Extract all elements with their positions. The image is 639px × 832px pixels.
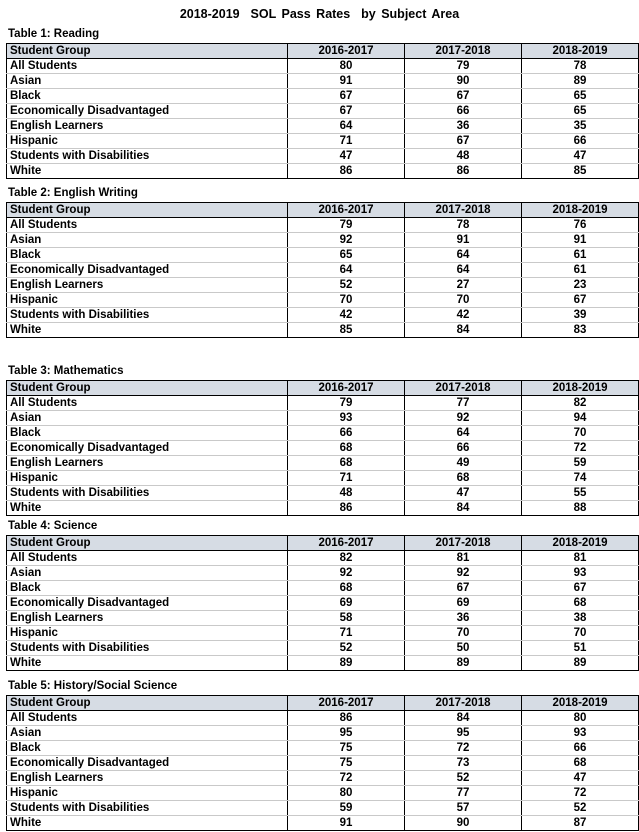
value-cell: 65 — [522, 104, 639, 119]
student-group-cell: Economically Disadvantaged — [7, 756, 288, 771]
value-cell: 95 — [405, 726, 522, 741]
student-group-cell: Hispanic — [7, 134, 288, 149]
student-group-cell: White — [7, 323, 288, 338]
table-header-row — [7, 203, 639, 218]
table-row — [7, 771, 639, 786]
value-cell: 83 — [522, 323, 639, 338]
value-cell: 93 — [522, 726, 639, 741]
table-row — [7, 626, 639, 641]
value-cell: 87 — [522, 816, 639, 831]
column-header: Student Group — [7, 44, 288, 59]
table-header-row — [7, 381, 639, 396]
value-cell: 68 — [522, 596, 639, 611]
value-cell: 92 — [288, 233, 405, 248]
value-cell: 66 — [522, 741, 639, 756]
student-group-cell: All Students — [7, 551, 288, 566]
table-row — [7, 411, 639, 426]
value-cell: 71 — [288, 471, 405, 486]
value-cell: 49 — [405, 456, 522, 471]
student-group-cell: Asian — [7, 74, 288, 89]
value-cell: 81 — [522, 551, 639, 566]
student-group-cell: Black — [7, 248, 288, 263]
value-cell: 68 — [288, 581, 405, 596]
table-header-row — [7, 696, 639, 711]
value-cell: 64 — [288, 119, 405, 134]
student-group-cell: Black — [7, 89, 288, 104]
value-cell: 86 — [288, 711, 405, 726]
student-group-cell: All Students — [7, 59, 288, 74]
value-cell: 52 — [288, 278, 405, 293]
value-cell: 89 — [405, 656, 522, 671]
column-header: 2017-2018 — [405, 536, 522, 551]
column-header: 2017-2018 — [405, 381, 522, 396]
value-cell: 71 — [288, 134, 405, 149]
value-cell: 80 — [288, 786, 405, 801]
column-header: 2016-2017 — [288, 44, 405, 59]
table-row — [7, 426, 639, 441]
value-cell: 61 — [522, 248, 639, 263]
table-row — [7, 218, 639, 233]
value-cell: 79 — [288, 396, 405, 411]
table-row — [7, 486, 639, 501]
value-cell: 88 — [522, 501, 639, 516]
value-cell: 85 — [522, 164, 639, 179]
value-cell: 85 — [288, 323, 405, 338]
table-row — [7, 456, 639, 471]
table-row — [7, 293, 639, 308]
table-row — [7, 786, 639, 801]
value-cell: 89 — [288, 656, 405, 671]
value-cell: 91 — [288, 816, 405, 831]
value-cell: 64 — [405, 263, 522, 278]
value-cell: 66 — [288, 426, 405, 441]
value-cell: 92 — [405, 411, 522, 426]
value-cell: 91 — [522, 233, 639, 248]
student-group-cell: Economically Disadvantaged — [7, 263, 288, 278]
value-cell: 66 — [405, 441, 522, 456]
student-group-cell: English Learners — [7, 456, 288, 471]
value-cell: 67 — [288, 104, 405, 119]
table-row — [7, 119, 639, 134]
value-cell: 70 — [405, 626, 522, 641]
student-group-cell: All Students — [7, 396, 288, 411]
column-header: Student Group — [7, 536, 288, 551]
student-group-cell: Students with Disabilities — [7, 486, 288, 501]
value-cell: 47 — [522, 149, 639, 164]
table-row — [7, 726, 639, 741]
value-cell: 91 — [288, 74, 405, 89]
column-header: 2018-2019 — [522, 381, 639, 396]
student-group-cell: Students with Disabilities — [7, 149, 288, 164]
table-history-social-science — [6, 695, 639, 831]
value-cell: 79 — [288, 218, 405, 233]
value-cell: 70 — [522, 426, 639, 441]
value-cell: 64 — [405, 426, 522, 441]
value-cell: 58 — [288, 611, 405, 626]
value-cell: 72 — [405, 741, 522, 756]
value-cell: 68 — [522, 756, 639, 771]
column-header: 2016-2017 — [288, 696, 405, 711]
table-science — [6, 535, 639, 671]
table-row — [7, 566, 639, 581]
value-cell: 51 — [522, 641, 639, 656]
student-group-cell: Students with Disabilities — [7, 641, 288, 656]
student-group-cell: White — [7, 501, 288, 516]
student-group-cell: White — [7, 656, 288, 671]
value-cell: 72 — [288, 771, 405, 786]
student-group-cell: White — [7, 164, 288, 179]
value-cell: 67 — [522, 293, 639, 308]
value-cell: 76 — [522, 218, 639, 233]
value-cell: 67 — [405, 134, 522, 149]
column-header: 2016-2017 — [288, 203, 405, 218]
value-cell: 71 — [288, 626, 405, 641]
value-cell: 59 — [288, 801, 405, 816]
value-cell: 73 — [405, 756, 522, 771]
value-cell: 47 — [522, 771, 639, 786]
value-cell: 66 — [522, 134, 639, 149]
student-group-cell: White — [7, 816, 288, 831]
table-caption-science: Table 4: Science — [8, 520, 98, 532]
student-group-cell: Hispanic — [7, 626, 288, 641]
column-header: 2016-2017 — [288, 381, 405, 396]
value-cell: 68 — [288, 456, 405, 471]
value-cell: 74 — [522, 471, 639, 486]
table-row — [7, 756, 639, 771]
table-caption-english-writing: Table 2: English Writing — [8, 187, 138, 199]
value-cell: 90 — [405, 816, 522, 831]
column-header: Student Group — [7, 381, 288, 396]
column-header: Student Group — [7, 696, 288, 711]
value-cell: 55 — [522, 486, 639, 501]
value-cell: 92 — [288, 566, 405, 581]
table-row — [7, 581, 639, 596]
value-cell: 27 — [405, 278, 522, 293]
student-group-cell: Black — [7, 426, 288, 441]
value-cell: 36 — [405, 119, 522, 134]
table-row — [7, 396, 639, 411]
column-header: 2016-2017 — [288, 536, 405, 551]
student-group-cell: Black — [7, 581, 288, 596]
value-cell: 38 — [522, 611, 639, 626]
student-group-cell: Asian — [7, 566, 288, 581]
value-cell: 48 — [288, 486, 405, 501]
value-cell: 70 — [522, 626, 639, 641]
student-group-cell: Asian — [7, 233, 288, 248]
table-row — [7, 278, 639, 293]
table-row — [7, 611, 639, 626]
value-cell: 80 — [522, 711, 639, 726]
value-cell: 68 — [288, 441, 405, 456]
table-row — [7, 323, 639, 338]
table-row — [7, 641, 639, 656]
column-header: 2017-2018 — [405, 696, 522, 711]
table-row — [7, 134, 639, 149]
table-row — [7, 471, 639, 486]
value-cell: 67 — [288, 89, 405, 104]
value-cell: 89 — [522, 656, 639, 671]
student-group-cell: Hispanic — [7, 293, 288, 308]
value-cell: 52 — [288, 641, 405, 656]
table-row — [7, 89, 639, 104]
value-cell: 78 — [522, 59, 639, 74]
student-group-cell: Students with Disabilities — [7, 801, 288, 816]
value-cell: 84 — [405, 501, 522, 516]
value-cell: 57 — [405, 801, 522, 816]
column-header: 2017-2018 — [405, 44, 522, 59]
value-cell: 36 — [405, 611, 522, 626]
value-cell: 65 — [288, 248, 405, 263]
value-cell: 75 — [288, 741, 405, 756]
value-cell: 69 — [405, 596, 522, 611]
table-caption-history-social-science: Table 5: History/Social Science — [8, 680, 178, 692]
value-cell: 64 — [288, 263, 405, 278]
value-cell: 77 — [405, 786, 522, 801]
value-cell: 84 — [405, 323, 522, 338]
value-cell: 80 — [288, 59, 405, 74]
student-group-cell: Hispanic — [7, 471, 288, 486]
table-mathematics — [6, 380, 639, 516]
value-cell: 82 — [288, 551, 405, 566]
student-group-cell: Asian — [7, 411, 288, 426]
table-header-row — [7, 44, 639, 59]
table-header-row — [7, 536, 639, 551]
table-row — [7, 551, 639, 566]
value-cell: 86 — [405, 164, 522, 179]
table-row — [7, 233, 639, 248]
value-cell: 70 — [405, 293, 522, 308]
table-row — [7, 74, 639, 89]
student-group-cell: Hispanic — [7, 786, 288, 801]
table-row — [7, 441, 639, 456]
student-group-cell: Students with Disabilities — [7, 308, 288, 323]
table-row — [7, 59, 639, 74]
table-caption-mathematics: Table 3: Mathematics — [8, 365, 124, 377]
value-cell: 84 — [405, 711, 522, 726]
value-cell: 47 — [405, 486, 522, 501]
table-english-writing — [6, 202, 639, 338]
value-cell: 86 — [288, 164, 405, 179]
student-group-cell: Asian — [7, 726, 288, 741]
column-header: 2017-2018 — [405, 203, 522, 218]
value-cell: 93 — [288, 411, 405, 426]
value-cell: 52 — [405, 771, 522, 786]
table-row — [7, 656, 639, 671]
table-row — [7, 149, 639, 164]
value-cell: 65 — [522, 89, 639, 104]
student-group-cell: English Learners — [7, 119, 288, 134]
value-cell: 52 — [522, 801, 639, 816]
value-cell: 61 — [522, 263, 639, 278]
value-cell: 79 — [405, 59, 522, 74]
value-cell: 59 — [522, 456, 639, 471]
value-cell: 47 — [288, 149, 405, 164]
value-cell: 86 — [288, 501, 405, 516]
table-row — [7, 801, 639, 816]
table-row — [7, 263, 639, 278]
value-cell: 95 — [288, 726, 405, 741]
table-row — [7, 711, 639, 726]
value-cell: 67 — [405, 581, 522, 596]
student-group-cell: English Learners — [7, 278, 288, 293]
student-group-cell: Economically Disadvantaged — [7, 596, 288, 611]
value-cell: 66 — [405, 104, 522, 119]
table-row — [7, 164, 639, 179]
value-cell: 23 — [522, 278, 639, 293]
value-cell: 89 — [522, 74, 639, 89]
table-row — [7, 308, 639, 323]
student-group-cell: Economically Disadvantaged — [7, 104, 288, 119]
student-group-cell: English Learners — [7, 611, 288, 626]
student-group-cell: All Students — [7, 711, 288, 726]
column-header: Student Group — [7, 203, 288, 218]
value-cell: 67 — [405, 89, 522, 104]
table-row — [7, 104, 639, 119]
table-row — [7, 501, 639, 516]
value-cell: 93 — [522, 566, 639, 581]
table-row — [7, 248, 639, 263]
column-header: 2018-2019 — [522, 203, 639, 218]
value-cell: 42 — [288, 308, 405, 323]
value-cell: 64 — [405, 248, 522, 263]
value-cell: 92 — [405, 566, 522, 581]
value-cell: 67 — [522, 581, 639, 596]
value-cell: 91 — [405, 233, 522, 248]
value-cell: 39 — [522, 308, 639, 323]
value-cell: 75 — [288, 756, 405, 771]
student-group-cell: All Students — [7, 218, 288, 233]
table-caption-reading: Table 1: Reading — [8, 28, 100, 40]
value-cell: 81 — [405, 551, 522, 566]
value-cell: 69 — [288, 596, 405, 611]
value-cell: 35 — [522, 119, 639, 134]
student-group-cell: English Learners — [7, 771, 288, 786]
student-group-cell: Black — [7, 741, 288, 756]
value-cell: 70 — [288, 293, 405, 308]
value-cell: 78 — [405, 218, 522, 233]
value-cell: 82 — [522, 396, 639, 411]
value-cell: 42 — [405, 308, 522, 323]
value-cell: 90 — [405, 74, 522, 89]
table-row — [7, 816, 639, 831]
student-group-cell: Economically Disadvantaged — [7, 441, 288, 456]
column-header: 2018-2019 — [522, 696, 639, 711]
value-cell: 94 — [522, 411, 639, 426]
value-cell: 72 — [522, 786, 639, 801]
value-cell: 72 — [522, 441, 639, 456]
value-cell: 48 — [405, 149, 522, 164]
table-row — [7, 741, 639, 756]
table-reading — [6, 43, 639, 179]
column-header: 2018-2019 — [522, 44, 639, 59]
value-cell: 50 — [405, 641, 522, 656]
value-cell: 68 — [405, 471, 522, 486]
table-row — [7, 596, 639, 611]
column-header: 2018-2019 — [522, 536, 639, 551]
value-cell: 77 — [405, 396, 522, 411]
page-title: 2018-2019 SOL Pass Rates by Subject Area — [179, 7, 460, 21]
